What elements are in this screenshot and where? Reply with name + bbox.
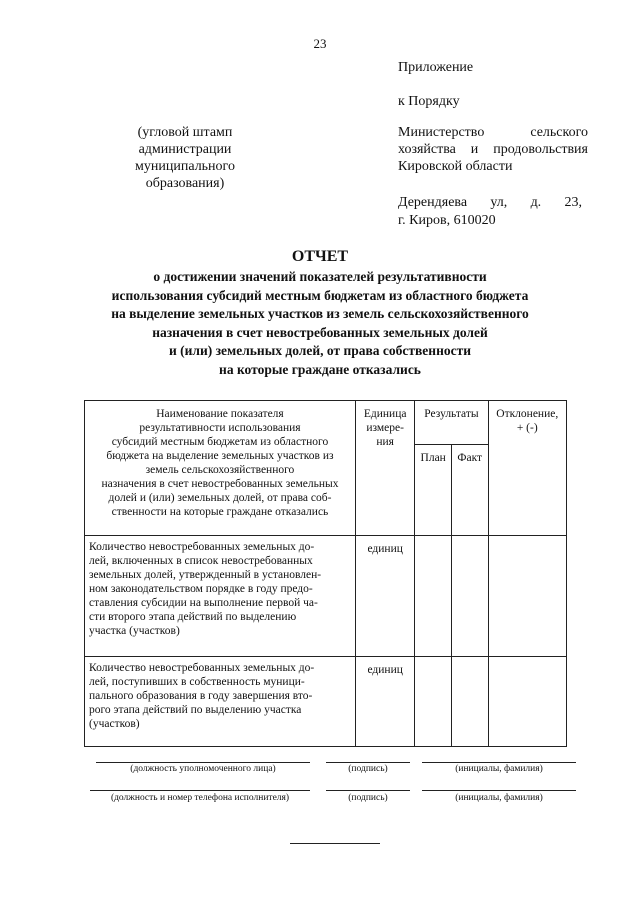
row-plan-cell[interactable]: [415, 657, 452, 747]
caption-initials-surname: (инициалы, фамилия): [455, 793, 543, 803]
signature-line-sign: [326, 762, 410, 763]
header-line: долей и (или) земельных долей, от права соб-: [108, 492, 332, 504]
row-deviation-cell[interactable]: [488, 657, 567, 747]
header-line: результативности использования: [139, 422, 301, 434]
address-house-abbr: д.: [530, 195, 542, 210]
row-line: пального образования в году завершения вто-: [89, 690, 313, 702]
header-line: земель сельскохозяйственного: [145, 464, 295, 476]
header-unit: [355, 401, 414, 536]
signature-line-position: [90, 790, 310, 791]
header-line: Единица: [363, 408, 407, 420]
table-row: [85, 536, 567, 657]
signature-line-name: [422, 790, 576, 791]
subtitle-line: и (или) земельных долей, от права собственности: [168, 343, 472, 358]
report-title: ОТЧЕТ: [291, 248, 349, 265]
subtitle-line: на выделение земельных участков из земель сельскохозяйственного: [111, 306, 529, 321]
address-street: Дерендяева: [398, 195, 468, 210]
stamp-line: образования): [145, 176, 225, 191]
row-fact-cell[interactable]: [451, 536, 488, 657]
row-line: лей, включенных в список невостребованных: [89, 555, 313, 567]
page-number: 23: [313, 36, 327, 51]
address-line-2: г. Киров, 610020: [398, 213, 496, 228]
row-line: Количество невостребованных земельных до-: [89, 662, 315, 674]
header-line: Наименование показателя: [156, 408, 284, 420]
signature-line-sign: [326, 790, 410, 791]
header-fact: Факт: [451, 445, 488, 536]
ministry-line: Кировской области: [398, 159, 513, 174]
address-line-1: [398, 194, 582, 212]
header-line: ния: [376, 436, 394, 448]
ministry-line: Министерство сельского: [398, 125, 588, 140]
row-line: Количество невостребованных земельных до-: [89, 541, 315, 553]
address-street-abbr: ул,: [490, 195, 508, 210]
stamp-line: администрации: [138, 142, 232, 157]
row-line: (участков): [89, 718, 140, 730]
subtitle-line: на которые граждане отказались: [219, 361, 421, 377]
row-line: сти второго этапа действий по выделению: [89, 611, 297, 623]
header-line: + (-): [516, 422, 538, 434]
subtitle-line: назначения в счет невостребованных земельных долей: [152, 324, 488, 340]
appendix-label: Приложение: [398, 60, 474, 75]
row-plan-cell[interactable]: [415, 536, 452, 657]
caption-signature: (подпись): [348, 764, 388, 774]
row-line: ном законодательством порядке в году предо-: [89, 583, 313, 595]
row-line: земельных долей, утвержденный в установлен-: [89, 569, 322, 581]
header-plan: План: [415, 445, 452, 536]
row-line: участка (участков): [89, 625, 180, 637]
row-deviation-cell[interactable]: [488, 536, 567, 657]
header-line: измере-: [366, 422, 404, 434]
caption-authorized-position: (должность уполномоченного лица): [130, 764, 276, 774]
row-line: рого этапа действий по выделению участка: [89, 704, 302, 716]
table-header-row: [85, 401, 567, 445]
subtitle-line: использования субсидий местным бюджетам из областного бюджета: [111, 287, 529, 303]
header-results: Результаты: [415, 401, 488, 445]
stamp-line: муниципального: [135, 159, 235, 174]
table-row: [85, 657, 567, 747]
header-indicator-name: [85, 401, 356, 536]
row-line: лей, поступивших в собственность муници-: [89, 676, 305, 688]
header-line: субсидий местным бюджетам из областного: [111, 436, 329, 448]
row-line: ставления субсидии на выполнение первой ча-: [89, 597, 318, 609]
subtitle-line: о достижении значений показателей результативности: [153, 269, 487, 284]
recipient-ministry: [398, 124, 588, 175]
row-indicator-name: [85, 657, 356, 747]
header-line: Отклонение,: [496, 408, 559, 420]
to-order-label: к Порядку: [398, 94, 460, 109]
corner-stamp-placeholder: [100, 124, 270, 192]
row-unit: единиц: [355, 657, 414, 747]
stamp-line: (угловой штамп: [137, 125, 233, 140]
header-line: бюджета на выделение земельных участков из: [106, 450, 334, 462]
header-line: назначения в счет невостребованных земельных: [101, 478, 339, 490]
footer-divider: [290, 843, 380, 844]
report-subtitle: [90, 268, 550, 379]
caption-executor-position-phone: (должность и номер телефона исполнителя): [110, 793, 290, 803]
signature-line-name: [422, 762, 576, 763]
ministry-line: хозяйства и продовольствия: [398, 142, 588, 157]
caption-signature: (подпись): [348, 793, 388, 803]
row-fact-cell[interactable]: [451, 657, 488, 747]
caption-initials-surname: (инициалы, фамилия): [455, 764, 543, 774]
row-indicator-name: [85, 536, 356, 657]
recipient-address: [398, 194, 582, 230]
signature-line-position: [96, 762, 310, 763]
report-table: [84, 400, 567, 747]
address-house-number: 23,: [564, 195, 582, 210]
header-line: ственности на которые граждане отказались: [111, 506, 329, 518]
header-deviation: [488, 401, 567, 536]
row-unit: единиц: [355, 536, 414, 657]
